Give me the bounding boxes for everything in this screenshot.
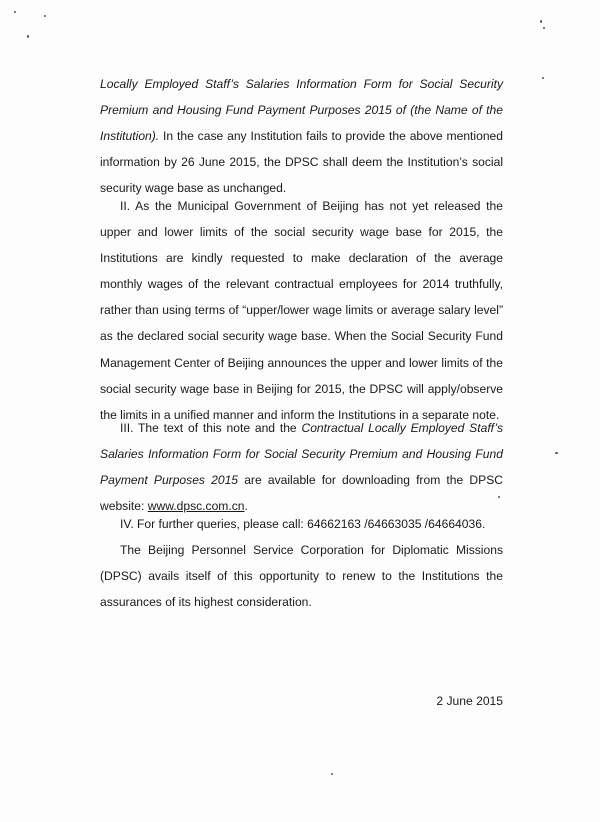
scan-speck — [542, 77, 544, 79]
scan-speck — [543, 27, 545, 29]
scan-speck — [498, 496, 500, 498]
paragraph-continuation — [100, 71, 503, 201]
document-date: 2 June 2015 — [436, 694, 503, 708]
paragraph-text: In the case any Institution fails to provide the above mentioned information by 26 June 2015, the DPSC shall deem the Institution’s social security wage base as unchanged. — [100, 129, 503, 196]
paragraph-tail: are available for downloading from the DPSC website: — [100, 473, 503, 514]
paragraph-iv: IV. For further queries, please call: 64662163 /64663035 /64664036. — [120, 517, 486, 531]
website-link[interactable]: www.dpsc.com.cn — [147, 499, 245, 514]
scan-speck — [14, 11, 16, 13]
paragraph-ii: II. As the Municipal Government of Beijing has not yet released the upper and lower limits of the social security wage base for 2015, the Institutions are kindly requested to make declaration of the average monthly wages of the relevant contractual employees for 2014 truthfully, rather than using terms of “upper/lower wage limits or average salary level” as the declared social security wage base. When the Social Security Fund Management Center of Beijing announces the upper and lower limits of the social security wage base in Beijing for 2015, the DPSC will apply/observe the limits in a unified manner and inform the Institutions in a separate note. — [100, 199, 503, 422]
paragraph-iii — [100, 415, 503, 519]
paragraph-lead: III. The text of this note and the — [120, 421, 302, 435]
scan-speck — [44, 15, 46, 17]
form-title-italic: Contractual Locally Employed Staff’s Salaries Information Form for Social Security Premium and Housing Fund Payment Purposes 2015 — [100, 421, 504, 488]
paragraph-end: . — [244, 499, 248, 514]
scan-speck — [331, 773, 333, 775]
scan-speck — [27, 35, 29, 38]
form-title-italic: Locally Employed Staff’s Salaries Information Form for Social Security Premium and Housing Fund Payment Purposes 2015 of (the Name of the Institution). — [100, 77, 503, 144]
scan-speck — [555, 452, 558, 454]
closing-paragraph: The Beijing Personnel Service Corporation for Diplomatic Missions (DPSC) avails itself of this opportunity to renew to the Institutions the assurances of its highest consideration. — [100, 543, 503, 610]
scan-speck — [540, 20, 542, 23]
